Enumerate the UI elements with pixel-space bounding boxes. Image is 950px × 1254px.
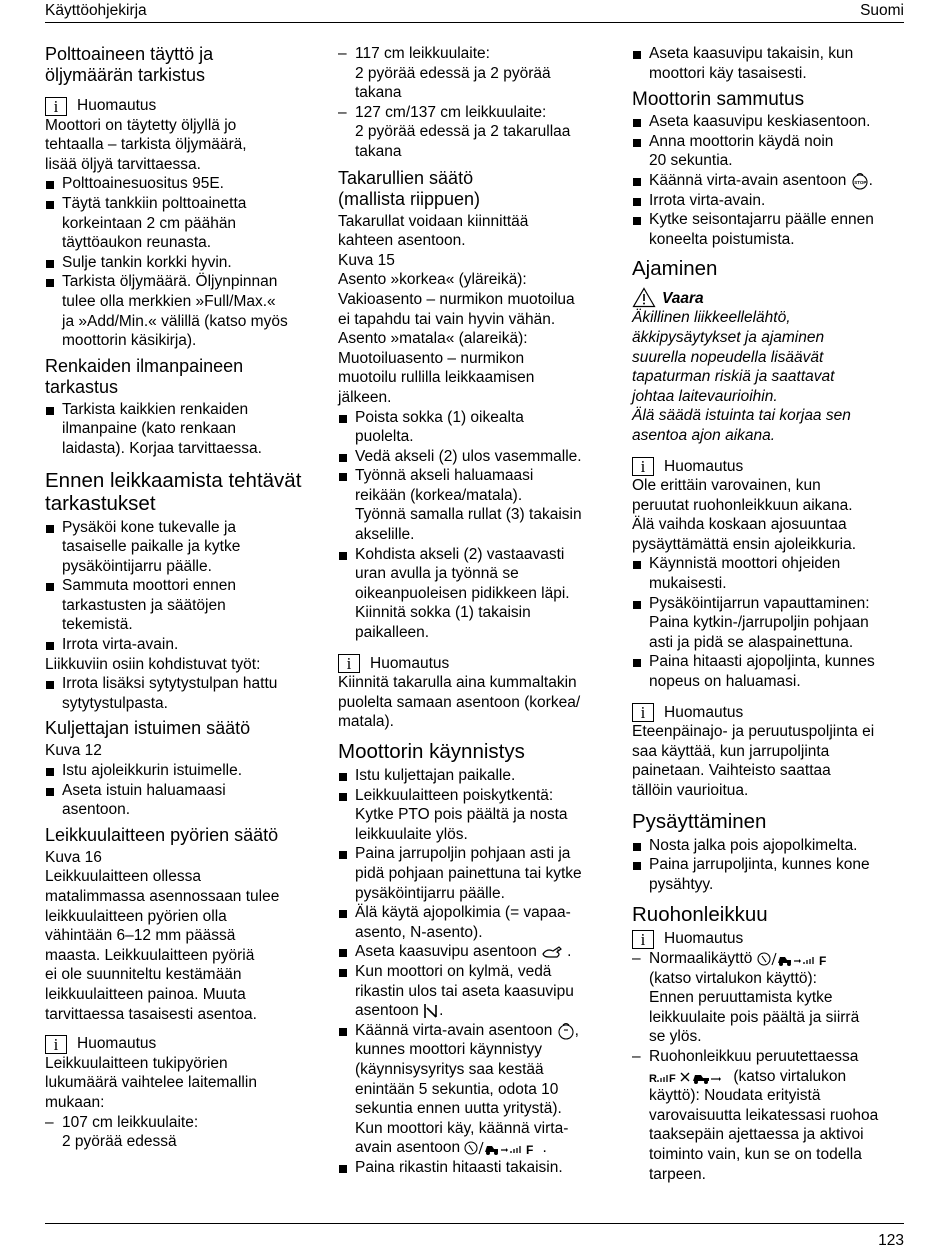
text-line: Tarkista kaikkien renkaiden: [62, 400, 249, 418]
note-heading: [632, 703, 908, 723]
svg-text:F: F: [818, 953, 827, 967]
bullet-list: [632, 836, 908, 895]
text-line: Leikkuulaitteen tukipyörien: [45, 1054, 228, 1072]
bullet-list: [632, 554, 908, 691]
svg-text:F: F: [669, 1073, 676, 1086]
figure-ref: Kuva 16: [45, 848, 102, 866]
section-title-tires: [45, 356, 325, 398]
title-line: tarkastus: [45, 376, 119, 397]
list-item: [338, 786, 621, 845]
list-item: [45, 174, 325, 194]
text-line: Paina kytkin-/jarrupoljin pohjaan: [649, 614, 869, 632]
text-line: pysäköintijarru päälle.: [355, 884, 505, 902]
reverse-mow-symbol-icon: [649, 1067, 729, 1085]
list-item: [632, 554, 908, 593]
text-line: muotoilu rullilla leikkaamisen: [338, 369, 535, 387]
list-item: [338, 466, 621, 544]
text-line: Asento »matala« (alareikä):: [338, 330, 528, 348]
note-text: [632, 722, 908, 800]
note-text: [338, 673, 621, 732]
text-line: Sammuta moottori ennen: [62, 577, 237, 595]
text-line: enintään 5 sekuntia, odota 10: [355, 1080, 559, 1098]
text-line: Moottori on täytetty öljyllä jo: [45, 116, 237, 134]
note-heading: [45, 1034, 325, 1054]
list-item: [45, 576, 325, 635]
text-line: peruutat ruohonleikkuun aikana.: [632, 496, 853, 514]
dash-list: [632, 949, 908, 1184]
text-line: johtaa laitevaurioihin.: [632, 387, 778, 405]
bullet-list: [338, 408, 621, 643]
text-line: tulee olla merkkien »Full/Max.«: [62, 292, 276, 310]
text-line: Pysäköi kone tukevalle ja: [62, 518, 237, 536]
note-label: Huomautus: [664, 457, 744, 475]
text-line: jälkeen.: [338, 388, 392, 406]
text-line: asentoa ajon aikana.: [632, 426, 776, 444]
section-title-wheels: Leikkuulaitteen pyörien säätö: [45, 824, 279, 845]
key-start-icon: [557, 1022, 575, 1040]
text-line: tasaiselle paikalle ja kytke: [62, 538, 241, 556]
text-line: ilmanpaine (kato renkaan: [62, 420, 237, 438]
list-item: [338, 844, 621, 903]
note-heading: [338, 654, 621, 674]
text-line: Täytä tankkiin polttoainetta: [62, 194, 247, 212]
figure-ref: Kuva 15: [338, 251, 395, 269]
moving-parts-text: Liikkuviin osiin kohdistuvat työt:: [45, 655, 261, 673]
section-title-driving: Ajaminen: [632, 257, 718, 281]
text-line: asentoon.: [62, 801, 131, 819]
list-item: – 127 cm/137 cm leikkuulaite: 2 pyörää edessä ja 2 takarullaa takana: [338, 103, 571, 160]
text-line: Aseta istuin haluamaasi: [62, 781, 226, 799]
list-item: [45, 253, 325, 273]
svg-text:R: R: [649, 1073, 657, 1086]
text-line: ei tapahdu tai vain hyvin vähän.: [338, 310, 556, 328]
title-line: öljymäärän tarkistus: [45, 65, 206, 85]
text-line: Paina jarrupoljinta, kunnes kone: [649, 856, 870, 874]
text-line: Älä käytä ajopolkimia (= vapaa-: [355, 904, 571, 922]
text-line: leikkuulaite ylös.: [355, 825, 468, 843]
text-line: uran avulla ja työnnä se: [355, 565, 519, 583]
text-line: mukaan:: [45, 1093, 105, 1111]
text-line: täyttöaukon reunasta.: [62, 234, 212, 252]
text-line: moottorin käsikirja).: [62, 332, 197, 350]
text-line: Työnnä akseli haluamaasi: [355, 467, 534, 485]
text-line: tehtaalla – tarkista öljymäärä,: [45, 136, 247, 154]
text-line: Käynnistä moottori ohjeiden: [649, 555, 841, 573]
text-line: lukumäärä vaihtelee laitemallin: [45, 1074, 257, 1092]
dash-list: [338, 44, 621, 162]
text-line: Polttoainesuositus 95E.: [62, 175, 224, 193]
list-item: [338, 766, 621, 786]
figure-ref: Kuva 12: [45, 742, 102, 760]
text-line: asento, N-asento).: [355, 923, 483, 941]
list-item: [632, 132, 908, 171]
bullet-list: [45, 400, 325, 459]
section-title-engine-start: Moottorin käynnistys: [338, 740, 525, 763]
note-text: [45, 1054, 325, 1113]
text-line: nopeus on haluamasi.: [649, 673, 801, 691]
list-item: [632, 210, 908, 249]
text-line: Leikkuulaitteen ollessa: [45, 868, 201, 886]
text-line: pysäköintijarru päälle.: [62, 557, 212, 575]
section-title-mowing: Ruohonleikkuu: [632, 903, 768, 927]
list-item: – Ruohonleikkuu peruutettaessa R F (katso virtalukon käyttö): Noudata erityistä varovaisuutta leikatessasi ruohoa taaksepäin ajettaessa ja aktivoi toiminto vain, kun se on todella tarpeen.: [632, 1047, 879, 1183]
info-icon: i: [45, 97, 67, 116]
title-line: tarkastukset: [45, 491, 156, 515]
text-line: avain asentoon: [355, 1139, 461, 1157]
text-line: pidä pohjaan painettuna tai kytke: [355, 864, 582, 882]
text-line: 107 cm leikkuulaite:: [62, 1113, 199, 1131]
text-line: tekemistä.: [62, 616, 133, 634]
list-item: [632, 44, 908, 83]
section-title-stopping: Pysäyttäminen: [632, 809, 767, 833]
note-label: Huomautus: [77, 97, 157, 114]
list-item: – 107 cm leikkuulaite: 2 pyörää edessä: [45, 1113, 199, 1151]
info-icon: i: [632, 457, 654, 476]
key-run-symbol-icon: [757, 951, 835, 967]
text-line: 2 pyörää edessä: [62, 1133, 177, 1151]
paragraph: [338, 212, 621, 408]
text-line: Vakioasento – nurmikon muotoilua: [338, 290, 575, 308]
title-line: (mallista riippuen): [338, 188, 481, 209]
list-item: [632, 112, 908, 132]
text-line: matala).: [338, 713, 394, 731]
section-title-seat: Kuljettajan istuimen säätö: [45, 718, 251, 739]
title-line: Takarullien säätö: [338, 167, 474, 188]
list-item: [632, 594, 908, 653]
text-line: Älä säädä istuinta tai korjaa sen: [632, 407, 851, 425]
text-line: Kiinnitä takarulla aina kummaltakin: [338, 674, 577, 692]
text-line: Irrota virta-avain.: [649, 191, 766, 209]
text-line: Työnnä samalla rullat (3) takaisin: [355, 506, 582, 524]
text-line: Takarullat voidaan kiinnittää: [338, 212, 529, 230]
footer-rule: [45, 1223, 904, 1224]
bullet-list: [632, 44, 908, 83]
list-item: [338, 545, 621, 643]
text-line: reikään (korkea/matala).: [355, 486, 523, 504]
text-line: Paina rikastin hitaasti takaisin.: [355, 1158, 563, 1176]
page-number: 123: [878, 1232, 904, 1249]
text-line: äkkipysäytykset ja ajaminen: [632, 328, 825, 346]
text-line: rikastin ulos tai aseta kaasuvipu: [355, 982, 574, 1000]
text-line: (katso virtalukon käyttö):: [649, 969, 817, 987]
note-label: Huomautus: [77, 1035, 157, 1053]
text-line: Käännä virta-avain asentoon: [355, 1021, 553, 1039]
text-line: painetaan. Vaihteisto saattaa: [632, 762, 831, 780]
warning-text: [632, 308, 908, 445]
text-line: leikkuulaite pois päältä ja siirrä: [649, 1008, 860, 1026]
text-line: kahteen asentoon.: [338, 232, 466, 250]
section-title-fuel: [45, 44, 325, 86]
text-line: 127 cm/137 cm leikkuulaite:: [355, 103, 547, 121]
list-item: – Normaalikäyttö F (katso virtalukon käyttö): Ennen peruuttamista kytke leikkuulaite pois päältä ja siirrä se ylös.: [632, 949, 860, 1046]
text-line: pysähtyy.: [649, 875, 714, 893]
list-item: [45, 761, 325, 781]
text-line: vähintään 6–12 mm päässä: [45, 927, 236, 945]
text-line: Kytke seisontajarru päälle ennen: [649, 211, 874, 229]
text-line: Istu kuljettajan paikalle.: [355, 767, 516, 784]
text-line: matalimmassa asennossaan tulee: [45, 888, 280, 905]
dash-list: [45, 1113, 325, 1152]
text-line: oikeanpuoleisen pidikkeen läpi.: [355, 584, 570, 602]
text-line: sekuntia ennen uutta yritystä).: [355, 1100, 562, 1118]
list-item: [338, 447, 621, 467]
text-line: Tarkista öljymäärä. Öljynpinnan: [62, 273, 278, 291]
list-item: Käännä virta-avain asentoon , kunnes moottori käynnistyy (käynnisysyritys saa kestää enintään 5 sekuntia, odota 10 sekuntia ennen uutta yritystä). Kun moottori käy, käännä virta- avain asentoon F .: [338, 1021, 621, 1158]
text-line: varovaisuutta leikatessasi ruohoa: [649, 1106, 879, 1124]
text-line: lisää öljyä tarvittaessa.: [45, 155, 201, 173]
text-line: Eteenpäinajo- ja peruutuspoljinta ei: [632, 723, 875, 741]
note-text: [632, 476, 908, 554]
text-line: maasta. Leikkuulaitteen pyöriä: [45, 946, 255, 964]
text-line: takana: [355, 142, 402, 160]
title-line: Polttoaineen täyttö ja: [45, 44, 214, 64]
text-line: takana: [355, 84, 402, 102]
text-line: tarpeen.: [649, 1165, 706, 1183]
text-line: Äkillinen liikkeellelähtö,: [632, 309, 791, 327]
bullet-list: [338, 766, 621, 1177]
text-line: Aseta kaasuvipu asentoon: [355, 943, 537, 961]
warning-triangle-icon: [632, 287, 656, 308]
column-2: [338, 44, 621, 1177]
list-item: [632, 191, 908, 211]
key-stop-icon: [851, 172, 869, 190]
text-line: Kytke PTO pois päältä ja nosta: [355, 806, 568, 824]
section-title-before-mowing: [45, 469, 325, 515]
text-line: Kohdista akseli (2) vastaavasti: [355, 545, 565, 563]
text-line: Kiinnitä sokka (1) takaisin: [355, 604, 531, 622]
text-line: Käännä virta-avain asentoon: [649, 171, 847, 189]
text-line: 2 pyörää edessä ja 2 takarullaa: [355, 123, 571, 141]
text-line: Älä vaihda koskaan ajosuuntaa: [632, 516, 847, 534]
text-line: taaksepäin ajettaessa ja aktivoi: [649, 1126, 864, 1144]
text-line: Aseta kaasuvipu keskiasentoon.: [649, 113, 871, 131]
text-line: tapaturman riskiä ja saattavat: [632, 368, 835, 386]
text-line: Istu ajoleikkurin istuimelle.: [62, 762, 243, 780]
text-line: tarvittaessa tasaisesti asentoa.: [45, 1005, 257, 1023]
text-line: sytytystulpasta.: [62, 694, 168, 712]
list-item: Käännä virta-avain asentoon STOP .: [632, 171, 908, 191]
header-title: Käyttöohjekirja: [45, 2, 147, 19]
note-heading: [632, 929, 908, 949]
section-title-engine-stop: Moottorin sammutus: [632, 89, 805, 111]
text-line: tarkastusten ja säätöjen: [62, 596, 226, 614]
info-icon: i: [632, 703, 654, 722]
column-3: [632, 44, 908, 1184]
note-heading: [632, 457, 908, 477]
list-item: Kun moottori on kylmä, vedä rikastin ulos tai aseta kaasuvipu asentoon .: [338, 962, 621, 1021]
text-line: paikalleen.: [355, 624, 430, 642]
text-line: kunnes moottori käynnistyy: [355, 1041, 542, 1059]
text-line: Leikkuulaitteen poiskytkentä:: [355, 786, 554, 804]
text-line: pysäyttämättä ensin ajoleikkuria.: [632, 535, 857, 553]
list-item: [45, 635, 325, 655]
list-item: [45, 194, 325, 253]
text-line: saa käyttää, kun jarrupoljinta: [632, 742, 830, 760]
page-header: [45, 0, 904, 23]
list-item: [338, 1158, 621, 1178]
info-icon: i: [632, 930, 654, 949]
text-line: Ruohonleikkuu peruutettaessa: [649, 1047, 859, 1065]
list-item: Aseta kaasuvipu asentoon .: [338, 942, 621, 962]
text-line: Normaalikäyttö: [649, 949, 753, 967]
text-line: 20 sekuntia.: [649, 152, 733, 170]
list-item: – 117 cm leikkuulaite: 2 pyörää edessä ja 2 pyörää takana: [338, 45, 551, 102]
text-line: Paina jarrupoljin pohjaan asti ja: [355, 845, 571, 863]
text-line: toiminto vain, kun se on todella: [649, 1145, 862, 1163]
text-line: (katso virtalukon: [733, 1067, 847, 1085]
text-line: Kun moottori käy, käännä virta-: [355, 1119, 569, 1137]
text-line: Sulje tankin korkki hyvin.: [62, 253, 232, 271]
bullet-list: [632, 112, 908, 249]
throttle-rabbit-icon: [541, 944, 567, 960]
note-label: Huomautus: [664, 930, 744, 948]
warning-heading: [632, 287, 908, 308]
text-line: tällöin vaurioitua.: [632, 782, 749, 799]
text-line: korkeintaan 2 cm päähän: [62, 214, 237, 232]
bullet-list: [45, 518, 325, 655]
text-line: ja »Add/Min.« välillä (katso myös: [62, 312, 288, 330]
text-line: koneelta poistumista.: [649, 230, 795, 248]
bullet-list: [45, 761, 325, 820]
bullet-list: [45, 174, 325, 350]
text-line: Paina hitaasti ajopoljinta, kunnes: [649, 653, 875, 671]
text-line: ei ole suunniteltu kestämään: [45, 966, 242, 984]
text-line: Ole erittäin varovainen, kun: [632, 477, 821, 495]
title-line: Ennen leikkaamista tehtävät: [45, 468, 302, 492]
choke-icon: [423, 1002, 439, 1020]
list-item: [632, 836, 908, 856]
note-text: [45, 116, 325, 175]
section-title-rollers: [338, 168, 621, 210]
text-line: Kun moottori on kylmä, vedä: [355, 962, 552, 980]
text-line: Irrota lisäksi sytytystulpan hattu: [62, 675, 278, 693]
text-line: puolelta samaan asentoon (korkea/: [338, 693, 581, 711]
list-item: [45, 518, 325, 577]
text-line: moottori käy tasaisesti.: [649, 64, 807, 82]
svg-text:STOP: STOP: [853, 179, 867, 185]
text-line: leikkuulaitteen painoa. Muuta: [45, 985, 246, 1003]
list-item: [45, 272, 325, 350]
text-line: asentoon: [355, 1002, 419, 1020]
note-heading: [45, 96, 325, 116]
text-line: suurella nopeudella lisäävät: [632, 348, 824, 366]
text-line: Aseta kaasuvipu takaisin, kun: [649, 45, 854, 62]
text-line: 2 pyörää edessä ja 2 pyörää: [355, 64, 551, 82]
info-icon: i: [338, 654, 360, 673]
text-line: 117 cm leikkuulaite:: [355, 45, 490, 62]
paragraph: [45, 867, 325, 1024]
warning-label: Vaara: [662, 289, 704, 307]
text-line: Irrota virta-avain.: [62, 636, 179, 654]
bullet-list: [45, 674, 325, 713]
text-line: (käynnisysyritys saa kestää: [355, 1060, 544, 1078]
text-line: akselille.: [355, 526, 415, 544]
key-run-symbol-icon: [464, 1140, 542, 1156]
list-item: [45, 400, 325, 459]
text-line: leikkuulaitteen pyörien olla: [45, 907, 227, 925]
text-line: Muotoiluasento – nurmikon: [338, 349, 525, 367]
text-line: asti ja pidä se alaspainettuna.: [649, 633, 854, 651]
text-line: Ennen peruuttamista kytke: [649, 989, 833, 1007]
list-item: [338, 408, 621, 447]
title-line: Renkaiden ilmanpaineen: [45, 355, 244, 376]
svg-text:F: F: [526, 1143, 534, 1157]
note-label: Huomautus: [664, 703, 744, 721]
text-line: puolelta.: [355, 428, 414, 446]
text-line: Anna moottorin käydä noin: [649, 132, 834, 150]
column-1: [45, 44, 325, 1152]
list-item: [45, 781, 325, 820]
list-item: [632, 855, 908, 894]
text-line: laidasta). Korjaa tarvittaessa.: [62, 439, 262, 457]
text-line: mukaisesti.: [649, 575, 727, 593]
list-item: [632, 652, 908, 691]
note-label: Huomautus: [370, 654, 450, 672]
text-line: Pysäköintijarrun vapauttaminen:: [649, 594, 870, 612]
text-line: Poista sokka (1) oikealta: [355, 408, 524, 426]
text-line: Nosta jalka pois ajopolkimelta.: [649, 836, 858, 854]
text-line: Vedä akseli (2) ulos vasemmalle.: [355, 447, 582, 465]
text-line: Asento »korkea« (yläreikä):: [338, 271, 527, 289]
text-line: käyttö): Noudata erityistä: [649, 1087, 821, 1105]
list-item: [45, 674, 325, 713]
list-item: [338, 903, 621, 942]
header-language: Suomi: [860, 2, 904, 19]
info-icon: i: [45, 1035, 67, 1054]
text-line: se ylös.: [649, 1028, 702, 1046]
